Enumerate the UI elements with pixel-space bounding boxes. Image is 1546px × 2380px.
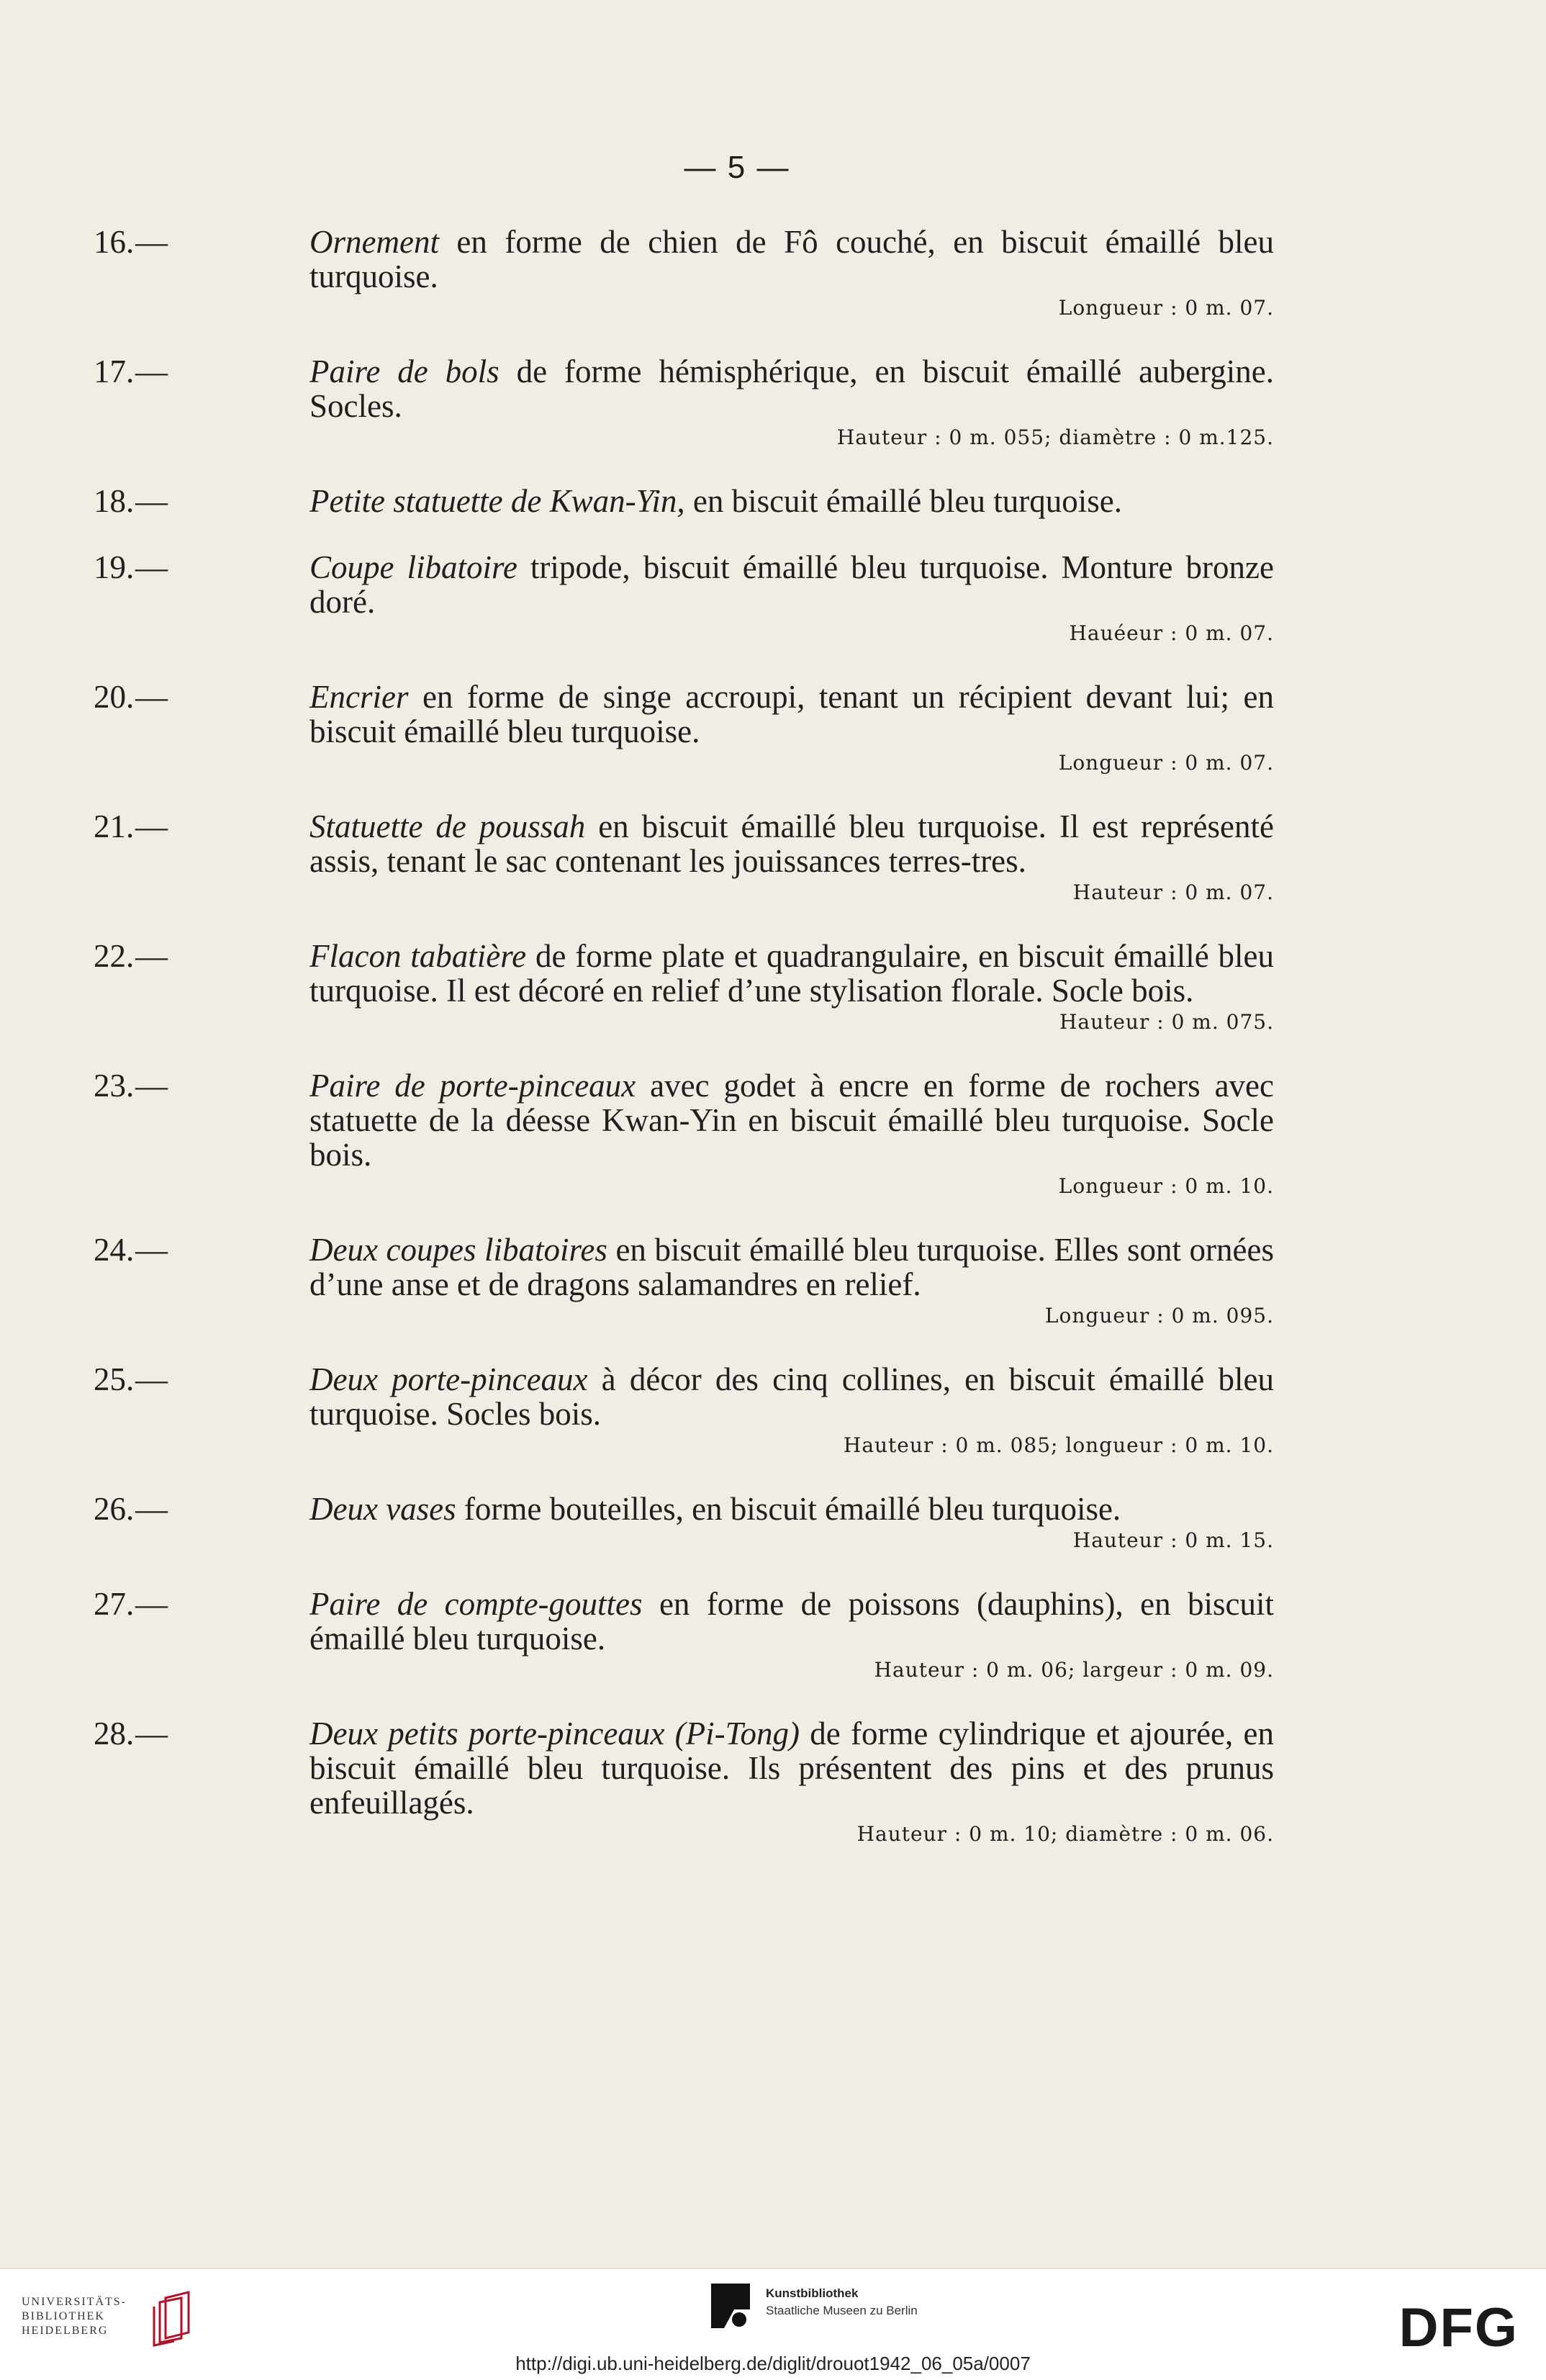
entry-dash: —: [135, 1716, 168, 1752]
catalogue-entries: [94, 224, 1275, 1880]
entry-text: [94, 1068, 1274, 1173]
entry-dash: —: [135, 1068, 168, 1104]
kunstbibliothek-logo[interactable]: [705, 2284, 918, 2334]
entry-dash: —: [135, 938, 168, 974]
ub-heidelberg-logo[interactable]: [22, 2291, 209, 2348]
entry-text: [94, 1491, 1274, 1527]
entry-number: 26.: [94, 1491, 135, 1527]
entry-description: de forme hémisphérique, en biscuit émaillé aubergine. Socles.: [309, 353, 1274, 424]
entry-dash: —: [135, 483, 168, 519]
ub-logo-line: BIBLIOTHEK: [22, 2310, 105, 2322]
entry-dimensions: Longueur : 0 m. 10.: [1058, 1174, 1274, 1198]
catalogue-entry: [94, 1716, 1274, 1849]
entry-title: Deux coupes libatoires: [309, 1232, 607, 1268]
entry-title: Deux petits porte-pinceaux (Pi-Tong): [309, 1716, 800, 1752]
entry-dimensions: Longueur : 0 m. 07.: [1058, 751, 1274, 775]
catalogue-entry: [94, 679, 1274, 777]
entry-title: Petite statuette de Kwan-Yin,: [309, 483, 685, 519]
kunstbibliothek-icon: [705, 2284, 756, 2331]
entry-text: [94, 1232, 1274, 1302]
entry-dimensions: Hauteur : 0 m. 055; diamètre : 0 m.125.: [836, 425, 1274, 449]
entry-dimensions: Hauéeur : 0 m. 07.: [1069, 621, 1274, 645]
entry-title: Deux vases: [309, 1491, 456, 1527]
entry-dash: —: [135, 808, 168, 844]
catalogue-entry: [94, 808, 1274, 907]
entry-text: [94, 483, 1274, 519]
entry-dash: —: [135, 1586, 168, 1622]
entry-description: en biscuit émaillé bleu turquoise. Il est représenté assis, tenant le sac contenant les jouissances terres-tres.: [309, 808, 1274, 879]
catalogue-entry: [94, 1361, 1275, 1460]
entry-number: 23.: [94, 1068, 135, 1104]
entry-text: [94, 549, 1274, 620]
entry-description: tripode, biscuit émaillé bleu turquoise. Monture bronze doré.: [309, 549, 1274, 620]
entry-text: [94, 1716, 1274, 1821]
entry-title: Paire de bols: [309, 353, 499, 389]
entry-number: 17.: [94, 353, 135, 389]
entry-description: avec godet à encre en forme de rochers avec statuette de la déesse Kwan-Yin en biscuit émaillé bleu turquoise. Socle bois.: [309, 1068, 1274, 1173]
catalogue-entry: [94, 1068, 1274, 1201]
catalogue-entry: [94, 224, 1274, 323]
page-number: — 5 —: [684, 150, 790, 185]
entry-dash: —: [135, 549, 168, 585]
entry-dimensions: Hauteur : 0 m. 06; largeur : 0 m. 09.: [874, 1658, 1274, 1682]
entry-dash: —: [135, 1361, 168, 1397]
entry-dash: —: [135, 1232, 168, 1268]
entry-dimensions: Hauteur : 0 m. 07.: [1072, 880, 1274, 904]
entry-dimensions: Hauteur : 0 m. 15.: [1072, 1528, 1274, 1552]
kunstbibliothek-title: Kunstbibliothek: [766, 2286, 859, 2300]
footer-bar: [0, 2268, 1546, 2380]
entry-number: 22.: [94, 938, 135, 974]
entry-description: de forme plate et quadrangulaire, en biscuit émaillé bleu turquoise. Il est décoré en relief d’une stylisation florale. Socle bois.: [309, 938, 1274, 1009]
entry-text: [94, 1586, 1275, 1656]
entry-text: [94, 1361, 1275, 1432]
catalogue-entry: [94, 1232, 1274, 1330]
entry-number: 16.: [94, 224, 135, 260]
entry-title: Paire de compte-gouttes: [309, 1586, 643, 1622]
entry-text: [94, 679, 1274, 749]
entry-title: Ornement: [309, 224, 439, 260]
entry-text: [94, 224, 1274, 294]
entry-number: 24.: [94, 1232, 135, 1268]
entry-number: 19.: [94, 549, 135, 585]
entry-number: 18.: [94, 483, 135, 519]
entry-number: 20.: [94, 679, 135, 715]
entry-description: forme bouteilles, en biscuit émaillé bleu turquoise.: [456, 1491, 1121, 1527]
entry-description: à décor des cinq collines, en biscuit émaillé bleu turquoise. Socles bois.: [309, 1361, 1275, 1432]
catalogue-entry: [94, 938, 1274, 1037]
entry-text: [94, 808, 1274, 879]
ub-logo-line: UNIVERSITÄTS-: [22, 2296, 127, 2308]
entry-number: 28.: [94, 1716, 135, 1752]
entry-dash: —: [135, 224, 168, 260]
catalogue-entry: [94, 353, 1274, 452]
entry-dimensions: Hauteur : 0 m. 075.: [1059, 1010, 1274, 1034]
entry-text: [94, 938, 1274, 1009]
kunstbibliothek-subtitle: Staatliche Museen zu Berlin: [766, 2304, 918, 2317]
catalogue-entry: [94, 1586, 1275, 1685]
entry-title: Statuette de poussah: [309, 808, 586, 844]
entry-title: Flacon tabatière: [309, 938, 527, 974]
dfg-logo[interactable]: DFG: [1398, 2297, 1519, 2358]
entry-title: Encrier: [309, 679, 409, 715]
entry-dash: —: [135, 353, 168, 389]
entry-description: en forme de singe accroupi, tenant un récipient devant lui; en biscuit émaillé bleu turquoise.: [309, 679, 1274, 749]
entry-dimensions: Hauteur : 0 m. 085; longueur : 0 m. 10.: [843, 1433, 1274, 1457]
entry-title: Paire de porte-pinceaux: [309, 1068, 636, 1104]
ub-logo-text: [22, 2295, 127, 2338]
ub-book-icon: [144, 2291, 202, 2347]
entry-number: 25.: [94, 1361, 135, 1397]
entry-description: en biscuit émaillé bleu turquoise. Elles sont ornées d’une anse et de dragons salamandres en relief.: [309, 1232, 1274, 1302]
entry-number: 27.: [94, 1586, 135, 1622]
entry-description: en biscuit émaillé bleu turquoise.: [684, 483, 1122, 519]
entry-dimensions: Hauteur : 0 m. 10; diamètre : 0 m. 06.: [856, 1822, 1274, 1846]
entry-description: de forme cylindrique et ajourée, en biscuit émaillé bleu turquoise. Ils présentent des pins et des prunus enfeuillagés.: [309, 1716, 1274, 1821]
entry-description: en forme de poissons (dauphins), en biscuit émaillé bleu turquoise.: [309, 1586, 1275, 1656]
entry-dash: —: [135, 1491, 168, 1527]
entry-title: Deux porte-pinceaux: [309, 1361, 588, 1397]
entry-dash: —: [135, 679, 168, 715]
entry-title: Coupe libatoire: [309, 549, 517, 585]
permalink-url[interactable]: http://digi.ub.uni-heidelberg.de/diglit/drouot1942_06_05a/0007: [515, 2353, 1031, 2374]
entry-dimensions: Longueur : 0 m. 07.: [1058, 296, 1274, 320]
ub-logo-line: HEIDELBERG: [22, 2325, 109, 2337]
catalogue-entry: [94, 483, 1274, 519]
catalogue-entry: [94, 549, 1274, 648]
catalogue-entry: [94, 1491, 1274, 1555]
entry-text: [94, 353, 1274, 424]
entry-dimensions: Longueur : 0 m. 095.: [1044, 1304, 1274, 1328]
entry-description: en forme de chien de Fô couché, en biscuit émaillé bleu turquoise.: [309, 224, 1274, 294]
entry-number: 21.: [94, 808, 135, 844]
